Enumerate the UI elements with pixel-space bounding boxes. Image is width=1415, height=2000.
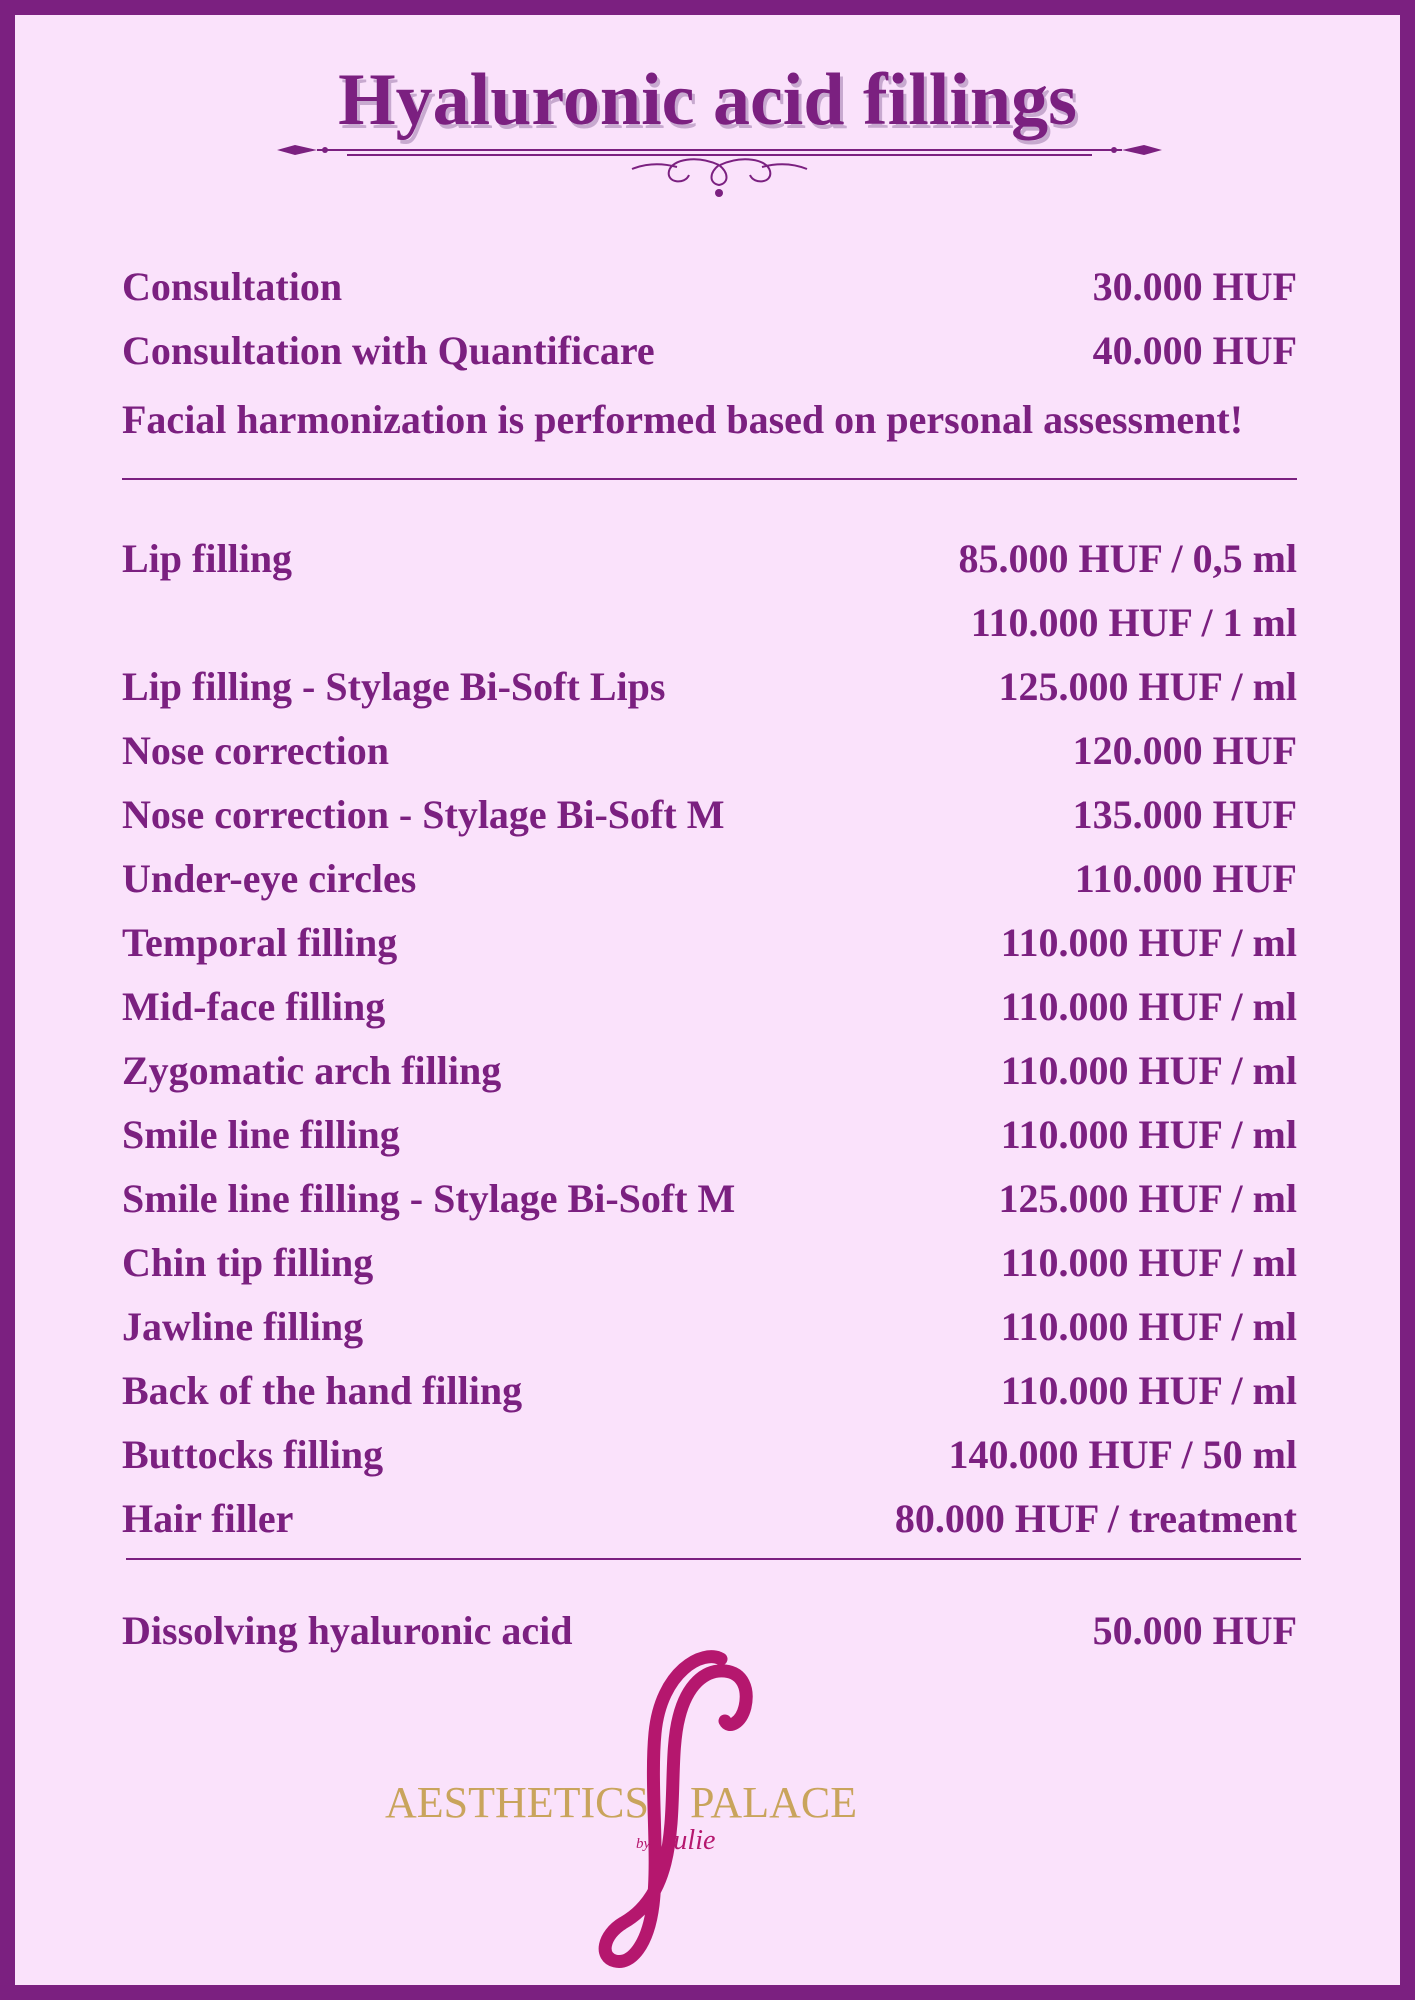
price-row — [122, 1172, 1297, 1224]
service-price: 125.000 HUF / ml — [998, 1175, 1297, 1221]
service-price: 85.000 HUF / 0,5 ml — [958, 535, 1297, 581]
price-row — [122, 260, 1297, 312]
assessment-note: Facial harmonization is performed based on personal assessment! — [122, 397, 1244, 442]
price-list-page — [15, 15, 1400, 1985]
page-title: Hyaluronic acid fillings — [338, 59, 1077, 141]
divider — [122, 478, 1297, 480]
service-label: Lip filling - Stylage Bi-Soft Lips — [122, 663, 666, 709]
service-label: Zygomatic arch filling — [122, 1047, 502, 1093]
price-row — [122, 596, 1297, 648]
divider — [126, 1558, 1301, 1560]
price-row — [122, 324, 1297, 376]
service-price: 110.000 HUF / ml — [1000, 1303, 1297, 1349]
service-label: Back of the hand filling — [122, 1367, 523, 1413]
service-label: Dissolving hyaluronic acid — [122, 1607, 573, 1653]
service-label: Under-eye circles — [122, 855, 417, 901]
service-label: Buttocks filling — [122, 1431, 384, 1477]
price-row — [122, 852, 1297, 904]
price-row — [122, 1236, 1297, 1288]
service-price: 135.000 HUF — [1072, 791, 1297, 837]
service-label: Consultation with Quantificare — [122, 327, 655, 373]
price-row — [122, 916, 1297, 968]
service-label: Chin tip filling — [122, 1239, 374, 1285]
service-price: 120.000 HUF — [1072, 727, 1297, 773]
price-row — [122, 532, 1297, 584]
service-label: Smile line filling - Stylage Bi-Soft M — [122, 1175, 736, 1221]
service-price: 40.000 HUF — [1092, 327, 1297, 373]
title-ornament — [277, 133, 1162, 213]
logo-right-word: PALACE — [690, 1778, 858, 1827]
logo-left-word: AESTHETICS — [385, 1778, 649, 1827]
service-price: 110.000 HUF / ml — [1000, 1367, 1297, 1413]
service-label: Nose correction — [122, 727, 389, 773]
price-row — [122, 1492, 1297, 1544]
price-row — [122, 1044, 1297, 1096]
service-label: Hair filler — [122, 1495, 294, 1541]
service-price: 125.000 HUF / ml — [998, 663, 1297, 709]
service-price: 30.000 HUF — [1092, 263, 1297, 309]
service-label: Smile line filling — [122, 1111, 400, 1157]
price-row — [122, 660, 1297, 712]
service-label: Mid-face filling — [122, 983, 386, 1029]
price-row — [122, 1300, 1297, 1352]
service-price: 80.000 HUF / treatment — [894, 1495, 1297, 1541]
service-price: 110.000 HUF / ml — [1000, 1111, 1297, 1157]
service-price: 110.000 HUF / ml — [1000, 1047, 1297, 1093]
service-price: 140.000 HUF / 50 ml — [948, 1431, 1297, 1477]
price-row — [122, 788, 1297, 840]
price-row — [122, 980, 1297, 1032]
service-label: Nose correction - Stylage Bi-Soft M — [122, 791, 725, 837]
service-label: Jawline filling — [122, 1303, 364, 1349]
service-price: 110.000 HUF / 1 ml — [970, 599, 1297, 645]
price-row — [122, 724, 1297, 776]
service-label: Temporal filling — [122, 919, 398, 965]
price-row — [122, 1364, 1297, 1416]
service-label: Consultation — [122, 263, 343, 309]
service-price: 110.000 HUF / ml — [1000, 1239, 1297, 1285]
logo-signature: Julie — [661, 1825, 716, 1856]
service-price: 110.000 HUF — [1074, 855, 1297, 901]
price-row — [122, 1604, 1297, 1656]
price-row — [122, 1428, 1297, 1480]
service-price: 110.000 HUF / ml — [1000, 983, 1297, 1029]
price-row — [122, 1108, 1297, 1160]
service-price: 50.000 HUF — [1092, 1607, 1297, 1653]
logo-by: by — [636, 1836, 651, 1852]
service-price: 110.000 HUF / ml — [1000, 919, 1297, 965]
brand-logo — [385, 1655, 973, 1975]
service-label: Lip filling — [122, 535, 293, 581]
